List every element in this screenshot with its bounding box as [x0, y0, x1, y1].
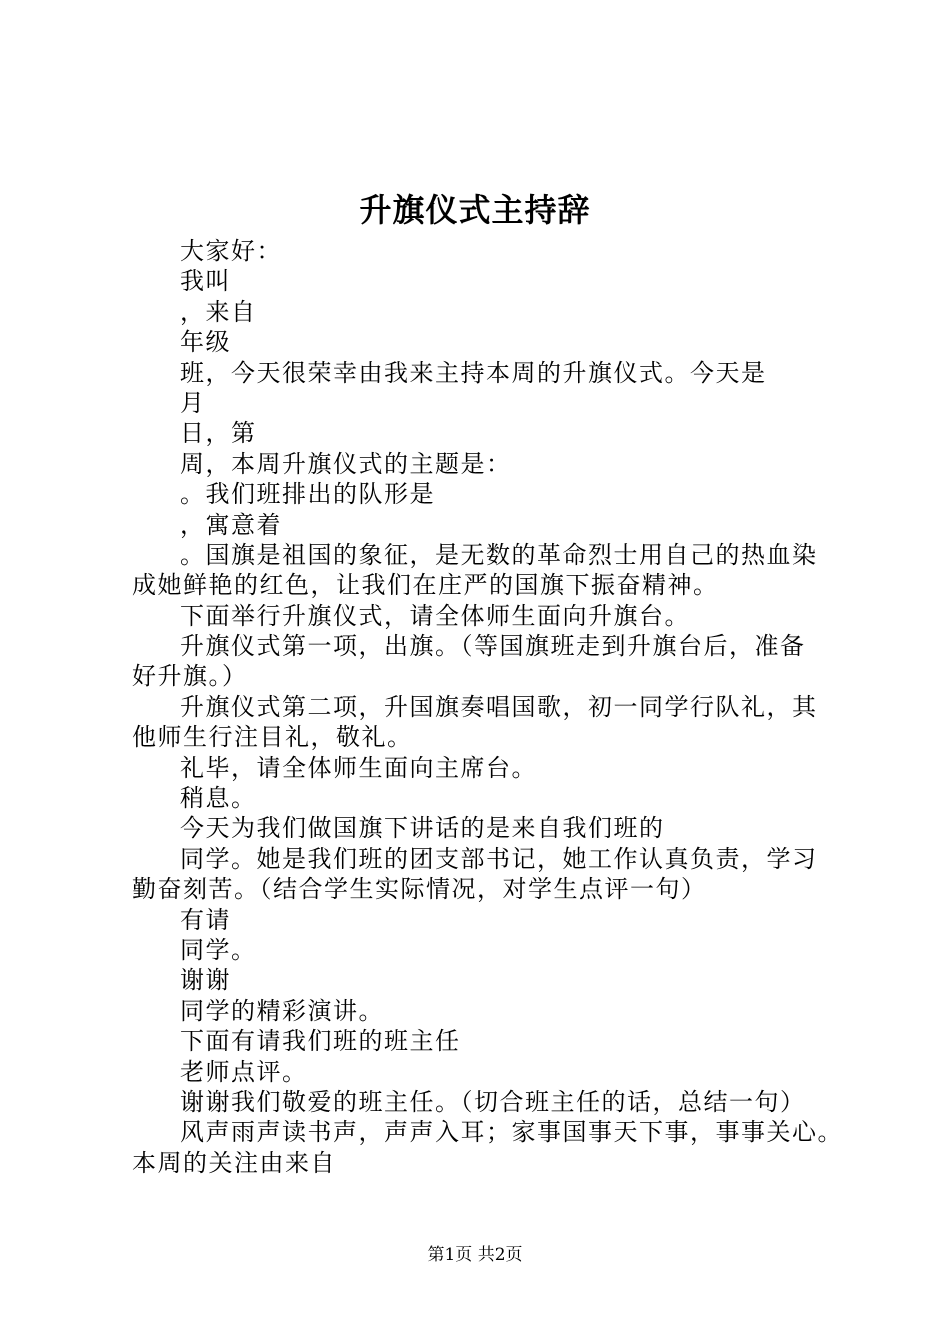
body-line: 同学的精彩演讲。 [180, 996, 384, 1025]
body-line: 同学。 [180, 935, 257, 964]
body-line: 班，今天很荣幸由我来主持本周的升旗仪式。今天是 [180, 358, 767, 387]
body-line: 礼毕，请全体师生面向主席台。 [180, 753, 537, 782]
body-line: 今天为我们做国旗下讲话的是来自我们班的 [180, 814, 665, 843]
body-line: 年级 [180, 328, 231, 357]
body-line: 日，第 [180, 419, 257, 448]
body-line: 好升旗。） [132, 662, 248, 691]
body-line: 谢谢我们敬爱的班主任。（切合班主任的话，总结一句） [180, 1087, 806, 1116]
body-line: 下面举行升旗仪式，请全体师生面向升旗台。 [180, 601, 690, 630]
body-line: 。我们班排出的队形是 [180, 480, 435, 509]
body-line: 我叫 [180, 267, 231, 296]
body-line: 稍息。 [180, 784, 257, 813]
body-line: 谢谢 [180, 966, 231, 995]
body-line: 月 [180, 388, 206, 417]
body-line: 升旗仪式第一项，出旗。（等国旗班走到升旗台后，准备 [180, 632, 806, 661]
body-line: 大家好： [180, 237, 282, 265]
body-line: 升旗仪式第二项，升国旗奏唱国歌，初一同学行队礼，其 [180, 692, 818, 721]
body-line: ，来自 [180, 297, 257, 326]
body-line: 他师生行注目礼，敬礼。 [132, 723, 413, 752]
body-line: 周，本周升旗仪式的主题是： [180, 449, 512, 478]
body-line: 勤奋刻苦。（结合学生实际情况，对学生点评一句） [132, 875, 707, 904]
body-line: 。国旗是祖国的象征，是无数的革命烈士用自己的热血染 [180, 540, 818, 569]
document-title: 升旗仪式主持辞 [359, 191, 591, 229]
document-body [132, 236, 852, 1178]
body-line: ，寓意着 [180, 510, 282, 539]
body-line: 有请 [180, 905, 231, 934]
page-footer: 第1页 共2页 [427, 1245, 523, 1265]
body-line: 下面有请我们班的班主任 [180, 1027, 461, 1056]
body-line: 风声雨声读书声，声声入耳；家事国事天下事，事事关心。 [180, 1118, 843, 1147]
body-line: 同学。她是我们班的团支部书记，她工作认真负责，学习 [180, 844, 818, 873]
body-line: 本周的关注由来自 [132, 1148, 336, 1177]
body-line: 成她鲜艳的红色，让我们在庄严的国旗下振奋精神。 [132, 571, 719, 600]
body-line: 老师点评。 [180, 1057, 308, 1086]
